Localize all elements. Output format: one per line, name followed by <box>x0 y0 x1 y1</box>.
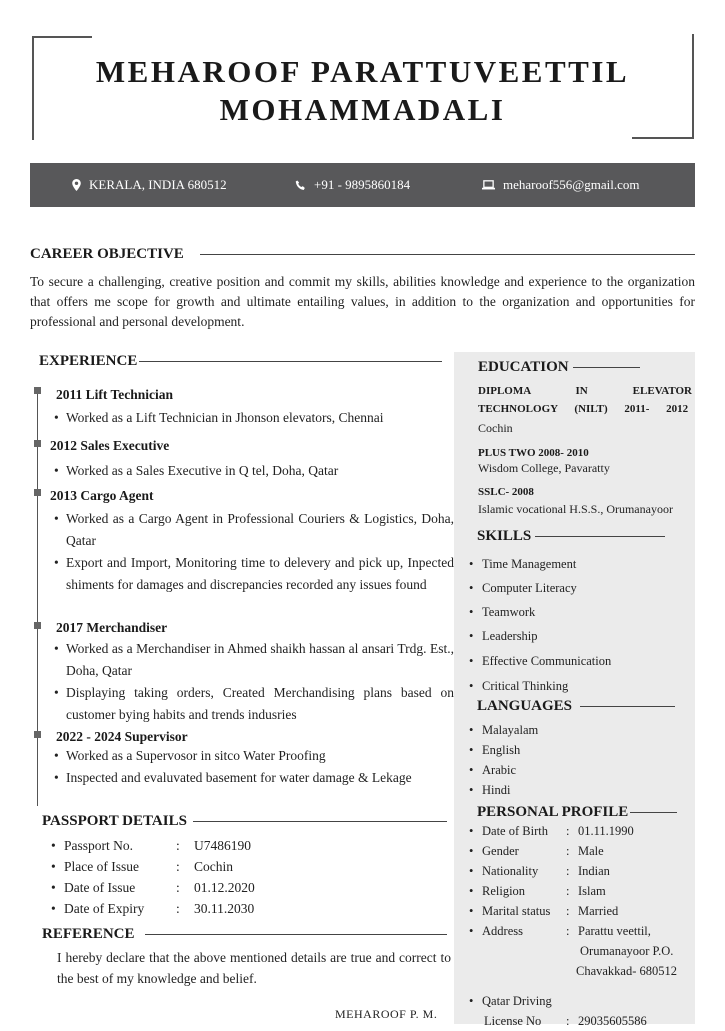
profile-label: • Address <box>468 921 566 941</box>
title-frame-left <box>32 36 34 140</box>
profile-value: Chavakkad- 680512 <box>576 964 678 978</box>
profile-address-line2 <box>468 941 694 961</box>
passport-row: • Date of Issue : 01.12.2020 <box>50 877 350 898</box>
job-bullets-2011 <box>53 407 453 429</box>
passport-label: • Place of Issue <box>50 856 176 877</box>
profile-row: • Nationality : Indian <box>468 861 694 881</box>
passport-row: • Date of Expiry : 30.11.2030 <box>50 898 350 919</box>
profile-row: • Date of Birth : 01.11.1990 <box>468 821 694 841</box>
languages-heading <box>477 698 675 715</box>
skills-heading-text: SKILLS <box>477 528 532 544</box>
title-frame-top <box>32 36 92 38</box>
candidate-name-line1: MEHAROOF PARATTUVEETTIL <box>95 54 630 89</box>
passport-row: • Place of Issue : Cochin <box>50 856 350 877</box>
title-frame-bottom <box>632 137 694 139</box>
signature-name: MEHAROOF P. M. <box>335 1007 438 1021</box>
education-heading-text: EDUCATION <box>478 359 569 375</box>
reference-declaration: I hereby declare that the above mentioned details are true and correct to the best of my knowledge and belief. <box>57 950 451 986</box>
list-item: • Worked as a Sales Executive in Q tel, Doha, Qatar <box>53 460 453 482</box>
timeline-marker <box>34 440 41 447</box>
list-item: • Worked as a Cargo Agent in Professional Couriers & Logistics, Doha, Qatar <box>53 508 454 552</box>
profile-label: • Qatar Driving <box>468 991 594 1011</box>
profile-value: Parattu veettil, <box>578 924 651 938</box>
job-bullets-2012 <box>53 460 453 482</box>
job-title-2017: 2017 Merchandiser <box>56 620 168 635</box>
passport-value: U7486190 <box>194 838 251 853</box>
profile-label: • Date of Birth <box>468 821 566 841</box>
list-item: • Arabic <box>468 760 693 780</box>
reference-heading-text: REFERENCE <box>42 926 135 942</box>
education-item-title: DIPLOMA IN ELEVATOR TECHNOLOGY (NILT) 2011- 2012 <box>478 385 692 415</box>
passport-label: • Passport No. <box>50 835 176 856</box>
timeline-marker <box>34 731 41 738</box>
heading-rule <box>630 812 677 813</box>
heading-rule <box>193 821 447 822</box>
job-title-2012: 2012 Sales Executive <box>50 438 170 453</box>
phone-icon <box>295 180 306 191</box>
profile-label: • Religion <box>468 881 566 901</box>
profile-value: Islam <box>578 884 606 898</box>
experience-heading <box>39 353 442 370</box>
profile-row: • Religion : Islam <box>468 881 694 901</box>
list-item: • English <box>468 740 693 760</box>
heading-rule <box>145 934 447 935</box>
passport-value: 01.12.2020 <box>194 880 255 895</box>
location-text: KERALA, INDIA 680512 <box>89 177 227 192</box>
heading-rule <box>573 367 640 368</box>
profile-value: Married <box>578 904 619 918</box>
timeline-marker <box>34 387 41 394</box>
list-item: • Worked as a Lift Technician in Jhonson elevators, Chennai <box>53 407 453 429</box>
list-item: • Teamwork <box>468 600 693 624</box>
personal-profile-list <box>468 821 694 1031</box>
profile-row: • Gender : Male <box>468 841 694 861</box>
passport-value: Cochin <box>194 859 233 874</box>
job-title-2011: 2011 Lift Technician <box>56 387 174 402</box>
email-link[interactable]: meharoof556@gmail.com <box>503 177 640 192</box>
list-item: • Displaying taking orders, Created Merchandising plans based on customer bying habits and trends indusries <box>53 682 454 726</box>
job-bullets-2013 <box>53 508 454 596</box>
career-objective-heading <box>30 246 695 263</box>
heading-rule <box>200 254 695 255</box>
contact-email <box>482 177 640 193</box>
education-item-place: Wisdom College, Pavaratty <box>478 461 610 475</box>
profile-row: • Address : Parattu veettil, <box>468 921 694 941</box>
job-title-2022: 2022 - 2024 Supervisor <box>56 729 188 744</box>
job-title-2013: 2013 Cargo Agent <box>50 488 154 503</box>
location-pin-icon <box>72 179 81 191</box>
profile-label: License No <box>484 1014 542 1028</box>
languages-heading-text: LANGUAGES <box>477 698 573 714</box>
personal-profile-heading <box>477 804 677 821</box>
profile-value: 29035605586 <box>578 1014 647 1028</box>
passport-label: • Date of Expiry <box>50 898 176 919</box>
heading-rule <box>139 361 442 362</box>
experience-heading-text: EXPERIENCE <box>39 353 138 369</box>
laptop-icon <box>482 180 495 190</box>
languages-list <box>468 720 693 800</box>
job-bullets-2017 <box>53 638 454 726</box>
profile-label: • Nationality <box>468 861 566 881</box>
timeline-marker <box>34 622 41 629</box>
list-item: • Malayalam <box>468 720 693 740</box>
contact-location <box>72 177 227 193</box>
heading-rule <box>535 536 665 537</box>
list-item: • Critical Thinking <box>468 674 693 699</box>
career-objective-text: To secure a challenging, creative position and commit my skills, abilities knowledge and experience to the organization that offers me scope for growth and ultimate entailing values, in addition to the organization and opportunities for professional and personal development. <box>30 274 695 329</box>
profile-value: Orumanayoor P.O. <box>580 944 674 958</box>
education-item-place: Cochin <box>478 421 513 435</box>
profile-label: • Marital status <box>468 901 566 921</box>
contact-phone <box>295 177 410 193</box>
education-item-title: PLUS TWO 2008- 2010 <box>478 447 589 459</box>
profile-row: • Marital status : Married <box>468 901 694 921</box>
job-bullets-2022 <box>53 745 454 789</box>
passport-label: • Date of Issue <box>50 877 176 898</box>
list-item: • Export and Import, Monitoring time to delevery and pick up, Inpected shiments for damages and discrepancies recorded any issues found <box>53 552 454 596</box>
phone-text[interactable]: +91 - 9895860184 <box>314 177 411 192</box>
profile-value: Indian <box>578 864 610 878</box>
passport-details-list <box>50 835 350 919</box>
passport-value: 30.11.2030 <box>194 901 255 916</box>
reference-heading <box>42 926 447 943</box>
personal-profile-heading-text: PERSONAL PROFILE <box>477 804 629 820</box>
education-item-place: Islamic vocational H.S.S., Orumanayoor <box>478 502 673 516</box>
career-objective-heading-text: CAREER OBJECTIVE <box>30 246 184 262</box>
heading-rule <box>580 706 675 707</box>
passport-details-heading-text: PASSPORT DETAILS <box>42 813 187 829</box>
list-item: • Time Management <box>468 552 693 576</box>
list-item: • Worked as a Merchandiser in Ahmed shaikh hassan al ansari Trdg. Est., Doha, Qatar <box>53 638 454 682</box>
candidate-name-line2: MOHAMMADALI <box>219 92 506 127</box>
passport-details-heading <box>42 813 447 830</box>
profile-value: 01.11.1990 <box>578 824 634 838</box>
experience-timeline <box>37 388 38 806</box>
list-item: • Effective Communication <box>468 649 693 674</box>
profile-licence-number-row: License No : 29035605586 <box>468 1011 694 1031</box>
education-heading <box>478 359 640 376</box>
profile-licence-row <box>468 991 694 1011</box>
profile-value: Male <box>578 844 604 858</box>
skills-list <box>468 552 693 699</box>
list-item: • Leadership <box>468 624 693 649</box>
skills-heading <box>477 528 665 545</box>
passport-row: • Passport No. : U7486190 <box>50 835 350 856</box>
education-item-title: SSLC- 2008 <box>478 486 534 498</box>
title-frame-right <box>692 34 694 138</box>
timeline-marker <box>34 489 41 496</box>
profile-label: • Gender <box>468 841 566 861</box>
list-item: • Inspected and evaluvated basement for water damage & Lekage <box>53 767 454 789</box>
list-item: • Hindi <box>468 780 693 800</box>
list-item: • Worked as a Supervosor in sitco Water Proofing <box>53 745 454 767</box>
list-item: • Computer Literacy <box>468 576 693 600</box>
profile-address-line3 <box>468 961 694 981</box>
